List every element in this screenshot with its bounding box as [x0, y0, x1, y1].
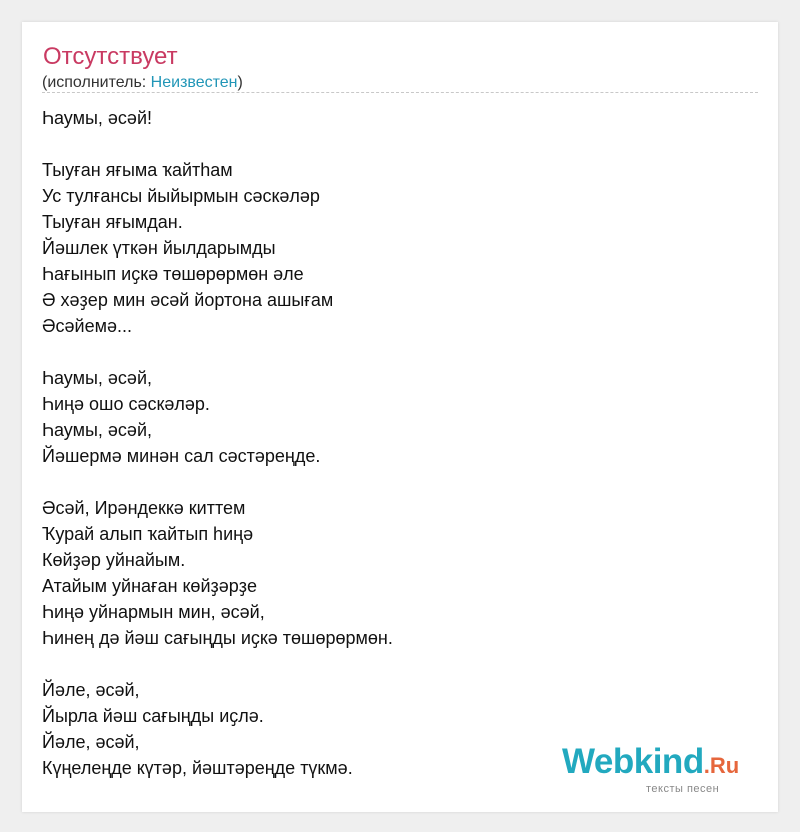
lyrics-text	[42, 105, 393, 781]
lyric-line: Ҡурай алып ҡайтып һиңә	[42, 524, 254, 544]
webkind-logo[interactable]	[562, 742, 740, 795]
lyric-line: Атайым уйнаған көйҙәрҙе	[42, 576, 258, 596]
stanza	[42, 677, 393, 781]
lyric-line: Йырла йәш сағыңды иҫлә.	[42, 706, 264, 726]
stanza	[42, 495, 393, 651]
logo-subtitle: тексты песен	[646, 783, 720, 795]
stanza	[42, 365, 393, 469]
lyric-line: Һаумы, әсәй,	[42, 368, 152, 388]
lyric-line: Тыуған яғыма ҡайтһам	[42, 160, 233, 180]
lyric-line: Әсәй, Ирәндеккә киттем	[42, 498, 246, 518]
lyric-line: Һағынып иҫкә төшөрөрмөн әле	[42, 264, 304, 284]
lyric-line: Һаумы, әсәй,	[42, 420, 152, 440]
lyric-line: Йәле, әсәй,	[42, 680, 140, 700]
lyric-line: Тыуған яғымдан.	[42, 212, 183, 232]
lyric-line: Күңелеңде күтәр, йәштәреңде түкмә.	[42, 758, 353, 778]
stanza	[42, 105, 393, 131]
lyric-line: Йәшлек үткән йылдарымды	[42, 238, 276, 258]
lyric-line: Һиңә ошо сәскәләр.	[42, 394, 210, 414]
lyric-line: Йәшермә минән сал сәстәреңде.	[42, 446, 321, 466]
lyric-line: Һиңә уйнармын мин, әсәй,	[42, 602, 265, 622]
lyric-line: Йәле, әсәй,	[42, 732, 140, 752]
artist-line	[42, 73, 243, 93]
logo-main-text: Webkind	[562, 742, 704, 781]
lyric-line: Көйҙәр уйнайым.	[42, 550, 186, 570]
lyric-line: Ус тулғансы йыйырмын сәскәләр	[42, 186, 320, 206]
lyric-line: Һинең дә йәш сағыңды иҫкә төшөрөрмөн.	[42, 628, 393, 648]
song-title: Отсутствует	[43, 43, 178, 70]
artist-link[interactable]: Неизвестен	[150, 74, 238, 91]
divider	[42, 92, 758, 93]
lyric-line: Әсәйемә...	[42, 316, 133, 336]
artist-suffix: )	[237, 74, 243, 91]
lyric-line: Һаумы, әсәй!	[42, 108, 152, 128]
logo-tld-text: .Ru	[703, 753, 740, 778]
lyrics-card	[22, 22, 778, 812]
artist-prefix: (исполнитель:	[42, 74, 151, 91]
lyric-line: Ә хәҙер мин әсәй йортона ашығам	[42, 290, 334, 310]
stanza	[42, 157, 393, 339]
